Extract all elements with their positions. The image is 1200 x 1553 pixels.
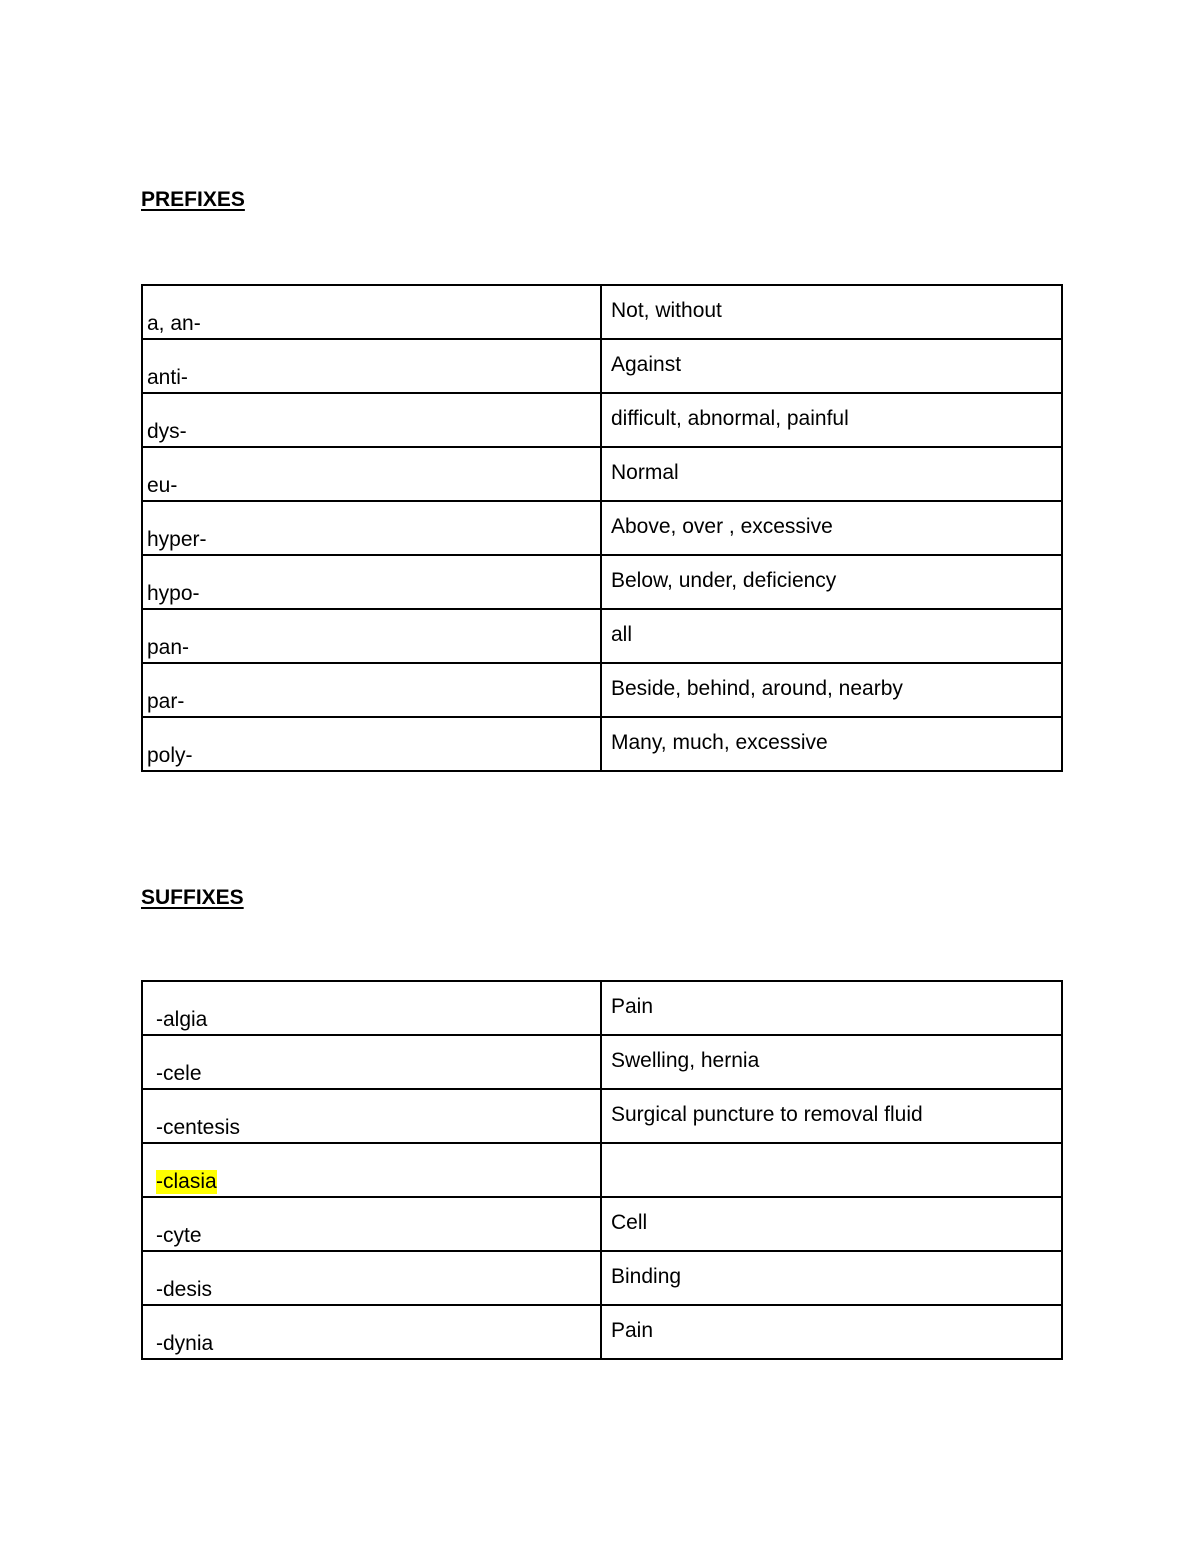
term-text: -desis — [156, 1278, 213, 1301]
definition-cell — [601, 447, 1062, 501]
definition-cell — [601, 1197, 1062, 1251]
term-cell — [142, 609, 601, 663]
table-row — [142, 501, 1062, 555]
definition-text: Surgical puncture to removal fluid — [611, 1103, 923, 1126]
term-cell — [142, 339, 601, 393]
term-cell — [142, 1197, 601, 1251]
term-cell — [142, 285, 601, 339]
definition-cell — [601, 285, 1062, 339]
term-cell — [142, 1089, 601, 1143]
term-text: -centesis — [156, 1116, 241, 1139]
definition-text: Binding — [611, 1265, 682, 1288]
definition-text: Against — [611, 353, 682, 376]
term-text: -dynia — [156, 1332, 214, 1355]
definition-cell — [601, 609, 1062, 663]
table-row — [142, 717, 1062, 771]
definition-text: Pain — [611, 1319, 654, 1342]
term-cell — [142, 981, 601, 1035]
term-text: dys- — [147, 420, 187, 443]
table-row — [142, 1035, 1062, 1089]
table-row — [142, 447, 1062, 501]
term-text: -cele — [156, 1062, 202, 1085]
term-cell — [142, 717, 601, 771]
term-cell — [142, 1305, 601, 1359]
definition-cell — [601, 339, 1062, 393]
definition-text: Below, under, deficiency — [611, 569, 837, 592]
table-row — [142, 393, 1062, 447]
definition-cell — [601, 393, 1062, 447]
definition-cell — [601, 981, 1062, 1035]
term-cell — [142, 555, 601, 609]
definition-text: Normal — [611, 461, 679, 484]
prefixes-table — [141, 284, 1063, 772]
suffixes-table — [141, 980, 1063, 1360]
table-row — [142, 1143, 1062, 1197]
definition-text: Not, without — [611, 299, 722, 322]
definition-cell — [601, 555, 1062, 609]
table-row — [142, 1089, 1062, 1143]
table-row — [142, 285, 1062, 339]
definition-cell — [601, 663, 1062, 717]
definition-cell — [601, 1143, 1062, 1197]
definition-cell — [601, 1251, 1062, 1305]
term-text: poly- — [147, 744, 193, 767]
table-row — [142, 1251, 1062, 1305]
definition-text: Many, much, excessive — [611, 731, 828, 754]
table-row — [142, 981, 1062, 1035]
prefixes-heading: PREFIXES — [141, 188, 245, 211]
term-cell — [142, 447, 601, 501]
term-cell — [142, 1035, 601, 1089]
suffixes-heading: SUFFIXES — [141, 886, 244, 909]
term-text: -algia — [156, 1008, 208, 1031]
term-text: hypo- — [147, 582, 200, 605]
term-text: a, an- — [147, 312, 201, 335]
term-text: eu- — [147, 474, 178, 497]
definition-cell — [601, 1305, 1062, 1359]
definition-cell — [601, 1089, 1062, 1143]
term-text: hyper- — [147, 528, 207, 551]
table-row — [142, 339, 1062, 393]
definition-text: Pain — [611, 995, 654, 1018]
term-text: anti- — [147, 366, 188, 389]
term-text: par- — [147, 690, 185, 713]
table-row — [142, 663, 1062, 717]
definition-text: difficult, abnormal, painful — [611, 407, 849, 430]
definition-cell — [601, 1035, 1062, 1089]
definition-text: all — [611, 623, 633, 646]
table-row — [142, 555, 1062, 609]
definition-text: Cell — [611, 1211, 648, 1234]
definition-cell — [601, 717, 1062, 771]
highlighted-term-text: -clasia — [156, 1170, 217, 1193]
term-text: pan- — [147, 636, 190, 659]
term-cell — [142, 501, 601, 555]
definition-text: Beside, behind, around, nearby — [611, 677, 903, 700]
term-cell — [142, 1251, 601, 1305]
term-cell — [142, 663, 601, 717]
table-row — [142, 1197, 1062, 1251]
definition-text: Swelling, hernia — [611, 1049, 760, 1072]
table-row — [142, 609, 1062, 663]
term-cell — [142, 393, 601, 447]
definition-text: Above, over , excessive — [611, 515, 833, 538]
table-row — [142, 1305, 1062, 1359]
term-text: -cyte — [156, 1224, 202, 1247]
term-cell — [142, 1143, 601, 1197]
definition-cell — [601, 501, 1062, 555]
